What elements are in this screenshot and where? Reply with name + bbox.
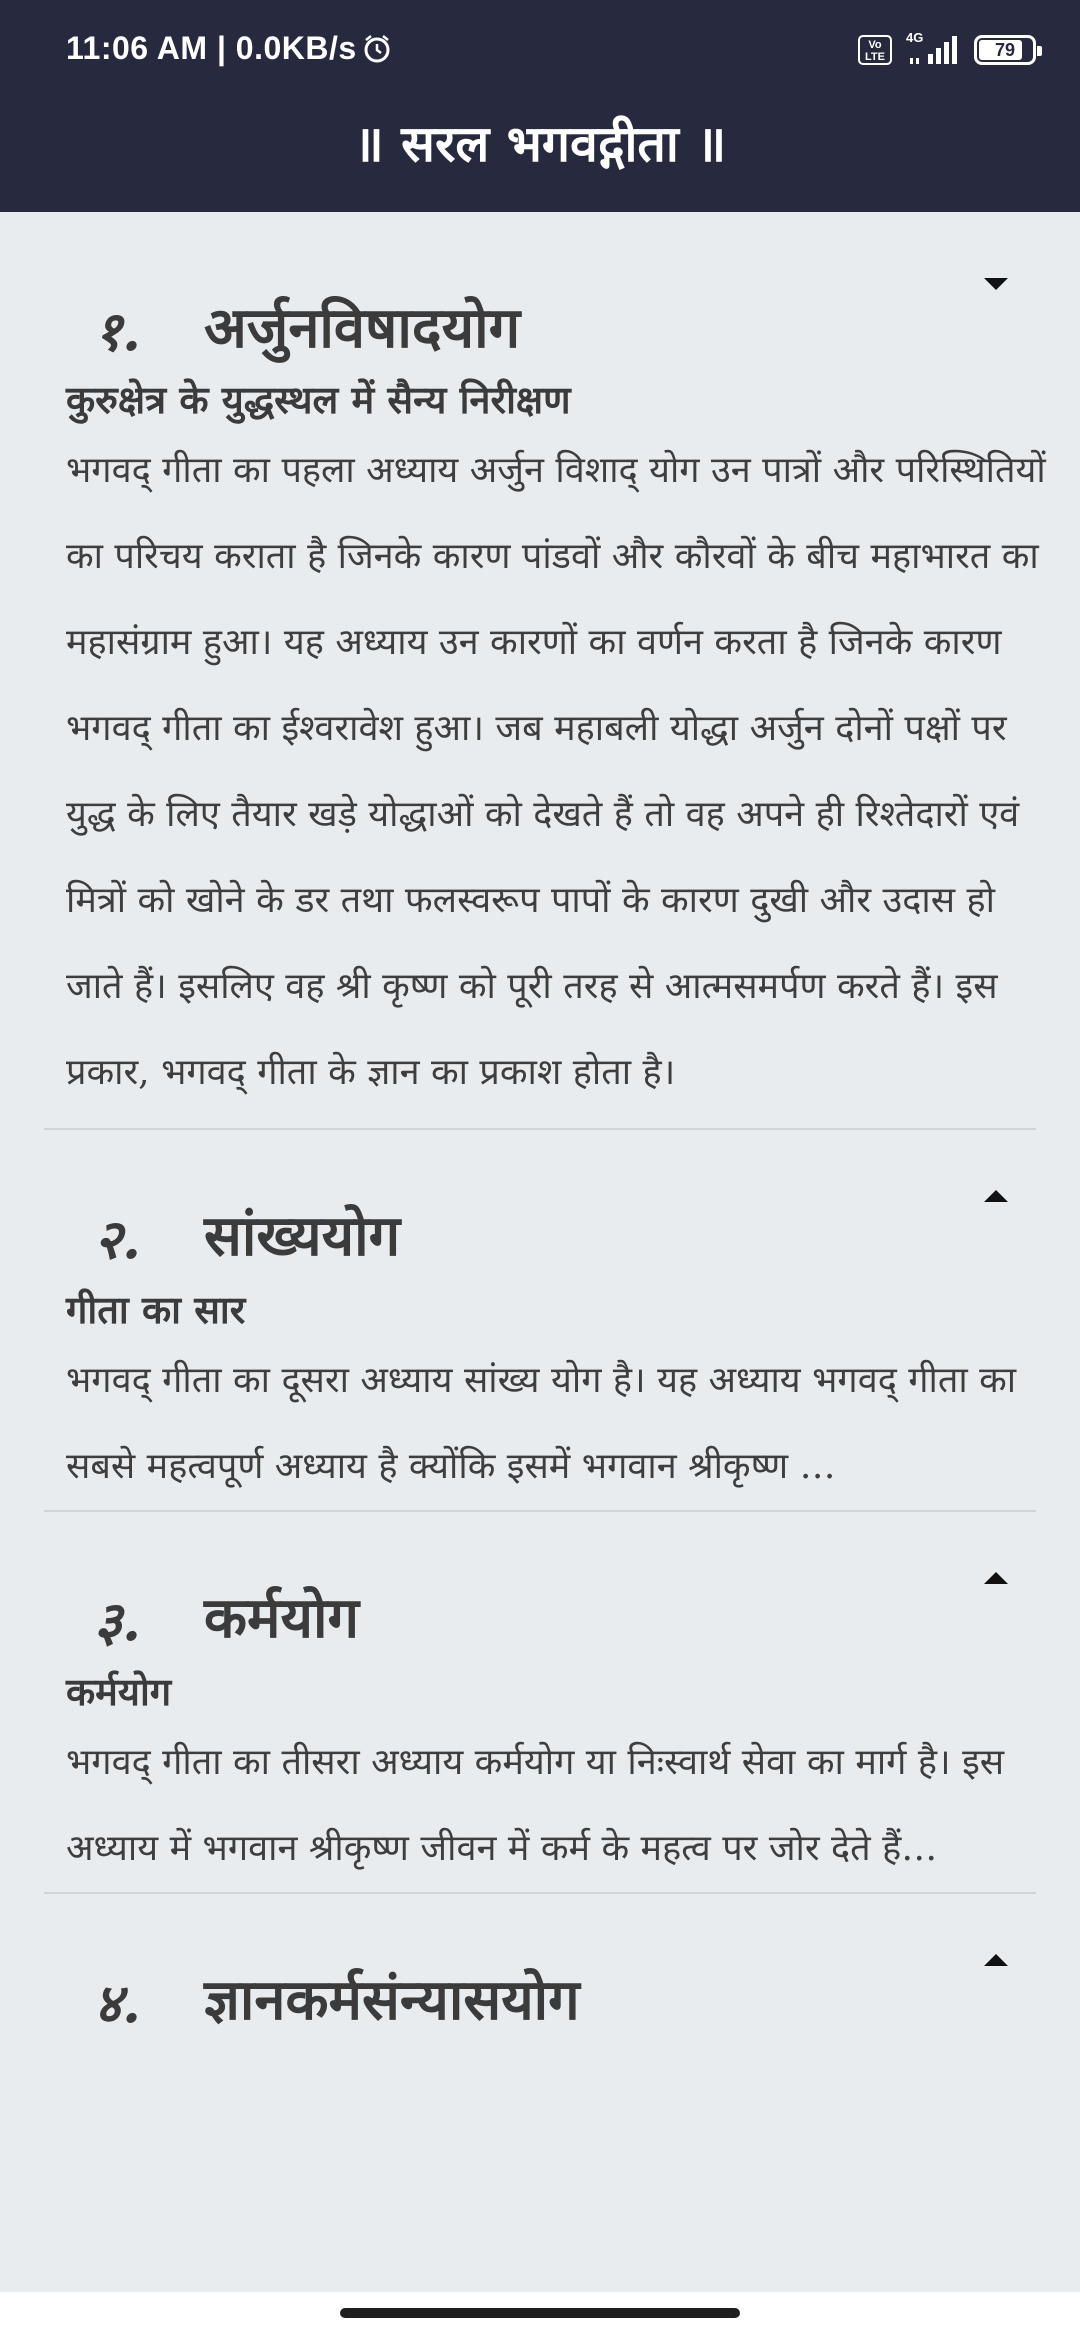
chapter-description: भगवद् गीता का दूसरा अध्याय सांख्य योग है। यह अध्याय भगवद् गीता का सबसे महत्वपूर्ण अध्याय है क्योंकि इसमें भगवान श्रीकृष्ण … bbox=[66, 1360, 1017, 1487]
status-bar bbox=[0, 0, 1080, 100]
chapter-number: १. bbox=[94, 299, 141, 363]
chapter-title: अर्जुनविषादयोग bbox=[204, 295, 521, 361]
chapter-item[interactable] bbox=[44, 1130, 1036, 1512]
chapter-title: कर्मयोग bbox=[204, 1585, 360, 1651]
chapter-number: ४. bbox=[94, 1971, 141, 2035]
chapter-header[interactable] bbox=[44, 1894, 1036, 2046]
chapter-title: सांख्ययोग bbox=[204, 1203, 401, 1269]
chapter-description: भगवद् गीता का पहला अध्याय अर्जुन विशाद् योग उन पात्रों और परिस्थितियों का परिचय कराता है जिनके कारण पांडवों और कौरवों के बीच महाभारत का महासंग्राम हुआ। यह अध्याय उन कारणों का वर्णन करता है जिनके कारण भगवद् गीता का ईश्वरावेश हुआ। जब महाबली योद्धा अर्जुन दोनों पक्षों पर युद्ध के लिए तैयार खड़े योद्धाओं को देखते हैं तो वह अपने ही रिश्तेदारों एवं मित्रों को खोने के डर तथा फलस्वरूप पापों के कारण दुखी और उदास हो जाते हैं। इसलिए वह श्री कृष्ण को पूरी तरह से आत्मसमर्पण करते हैं। इस प्रकार, भगवद् गीता के ज्ञान का प्रकाश होता है। bbox=[66, 450, 1046, 1093]
chapter-header[interactable] bbox=[44, 1130, 1036, 1282]
chapter-title: ज्ञानकर्मसंन्यासयोग bbox=[204, 1967, 580, 2033]
chapter-subtitle: कर्मयोग bbox=[66, 1669, 172, 1714]
chapter-subtitle: गीता का सार bbox=[66, 1287, 246, 1332]
signal-icon bbox=[906, 32, 960, 68]
home-gesture-handle[interactable] bbox=[340, 2308, 740, 2318]
caret-up-icon[interactable] bbox=[976, 1944, 1016, 1974]
chapter-description: भगवद् गीता का तीसरा अध्याय कर्मयोग या निःस्वार्थ सेवा का मार्ग है। इस अध्याय में भगवान श्रीकृष्ण जीवन में कर्म के महत्व पर जोर देते हैं… bbox=[66, 1742, 1005, 1869]
chapter-item[interactable] bbox=[44, 212, 1046, 1130]
chapter-number: ३. bbox=[94, 1589, 141, 1653]
chapter-list bbox=[0, 212, 1080, 2046]
system-navigation-bar bbox=[0, 2292, 1080, 2340]
page-title: ॥ सरल भगवद्गीता ॥ bbox=[353, 114, 727, 173]
status-icons bbox=[858, 30, 1036, 70]
network-type-label: 4G bbox=[906, 30, 924, 45]
chapter-header[interactable] bbox=[44, 1512, 1036, 1664]
battery-icon bbox=[974, 35, 1036, 65]
caret-up-icon[interactable] bbox=[976, 1562, 1016, 1592]
app-header bbox=[0, 0, 1080, 212]
chapter-item[interactable] bbox=[44, 1512, 1036, 1894]
status-time: 11:06 AM | 0.0KB/s bbox=[66, 30, 357, 66]
alarm-icon bbox=[362, 34, 392, 64]
volte-icon: Vo LTE bbox=[858, 35, 892, 65]
caret-up-icon[interactable] bbox=[976, 1180, 1016, 1210]
chapter-subtitle: कुरुक्षेत्र के युद्धस्थल में सैन्य निरीक्षण bbox=[66, 377, 571, 422]
caret-down-icon[interactable] bbox=[976, 268, 1016, 298]
battery-level: 79 bbox=[994, 40, 1016, 60]
chapter-header[interactable] bbox=[44, 212, 1036, 372]
chapter-number: २. bbox=[94, 1207, 141, 1271]
chapter-item[interactable] bbox=[44, 1894, 1036, 2046]
